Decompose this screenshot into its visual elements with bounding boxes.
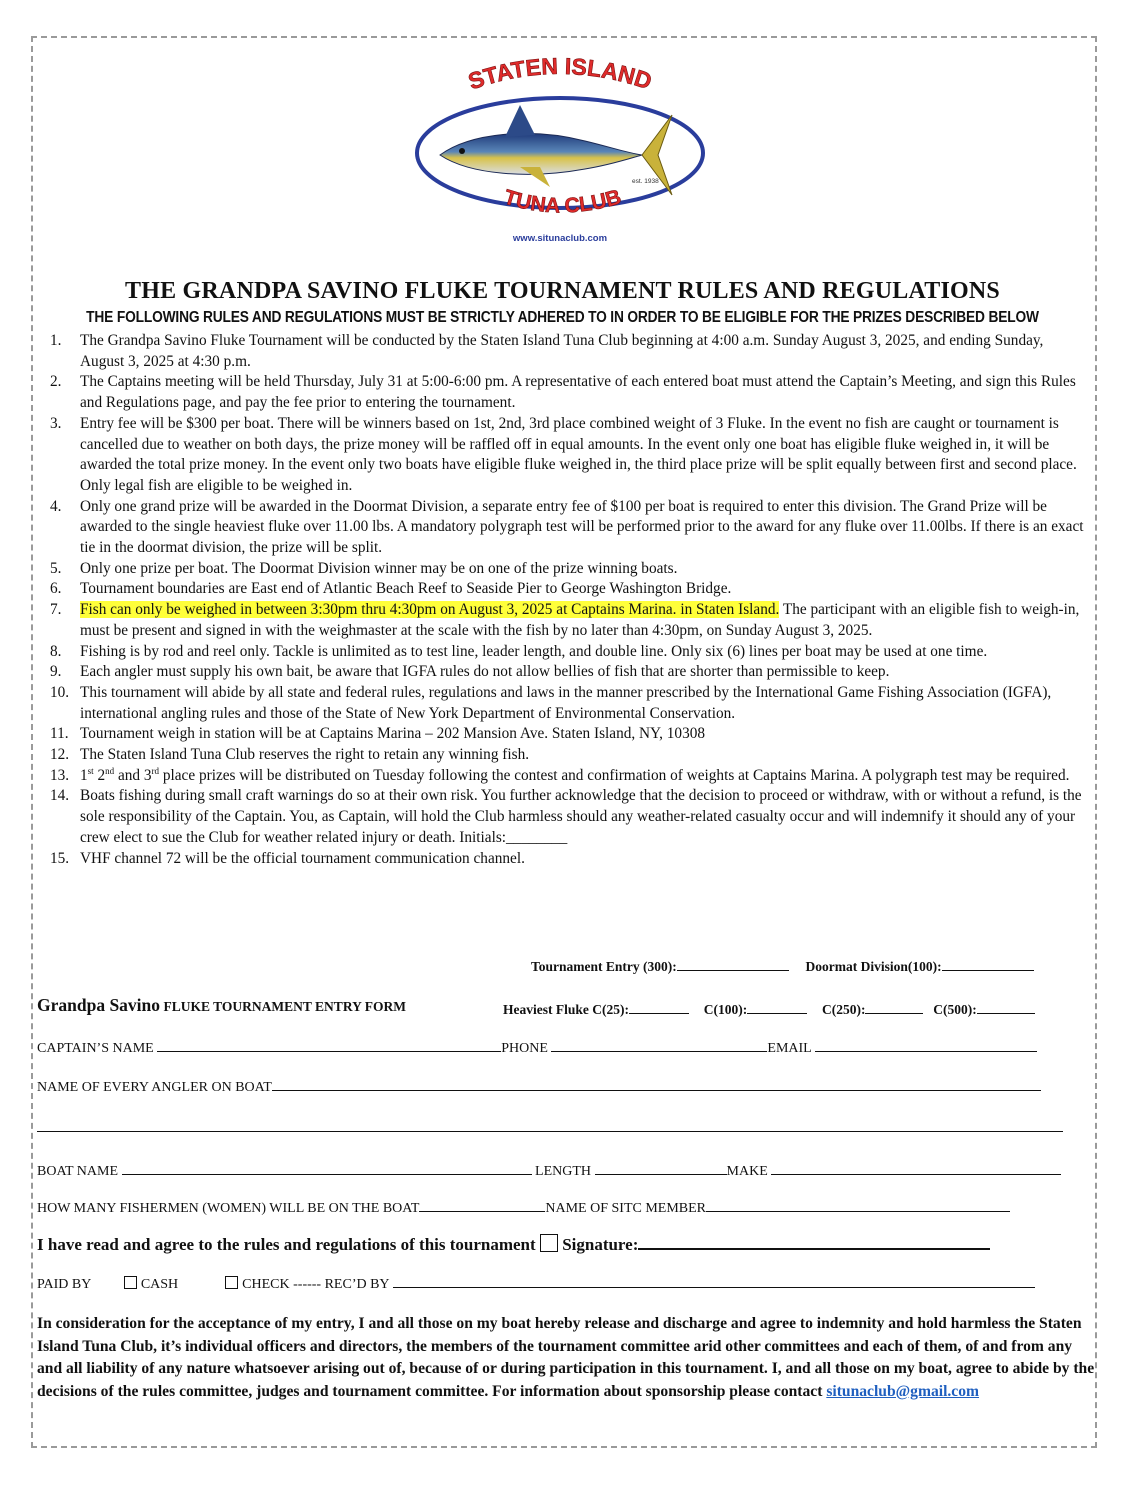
how-many-label: HOW MANY FISHERMEN (WOMEN) WILL BE ON THE BOAT bbox=[37, 1201, 420, 1216]
staten-island-tuna-club-logo bbox=[410, 55, 710, 245]
rule-number: 13. bbox=[50, 766, 70, 784]
rule-text: 2 bbox=[93, 766, 106, 784]
rule-text: Tournament weigh in station will be at Captains Marina – 202 Mansion Ave. Staten Island, NY, 10308 bbox=[80, 725, 706, 743]
release-paragraph bbox=[37, 1313, 1097, 1403]
doormat-division-field[interactable] bbox=[942, 956, 1034, 971]
page-subtitle: THE FOLLOWING RULES AND REGULATIONS MUST BE STRICTLY ADHERED TO IN ORDER TO BE ELIGIBLE FOR THE PRIZES DESCRIBED BELOW bbox=[86, 309, 1039, 326]
ordinal-suffix: rd bbox=[151, 765, 160, 776]
rule-text: 1 bbox=[80, 766, 88, 784]
sitc-member-field[interactable] bbox=[706, 1197, 1010, 1212]
ordinal-suffix: st bbox=[87, 765, 94, 776]
rule-item bbox=[46, 579, 1086, 600]
rule-text: place prizes will be distributed on Tuesday following the contest and confirmation of weights at Captains Marina. A polygraph test may be required. bbox=[159, 766, 1070, 784]
rule-item bbox=[46, 662, 1086, 683]
rule-item bbox=[46, 766, 1086, 787]
phone-label: PHONE bbox=[501, 1041, 548, 1056]
rule-number: 6. bbox=[50, 580, 62, 598]
payment-row bbox=[37, 1273, 1035, 1293]
rule-number: 4. bbox=[50, 497, 62, 515]
rule-item bbox=[46, 497, 1086, 559]
agreement-row bbox=[37, 1231, 990, 1255]
boat-name-label: BOAT NAME bbox=[37, 1164, 119, 1179]
email-field[interactable] bbox=[815, 1037, 1037, 1052]
rule-text: Entry fee will be $300 per boat. There will be winners based on 1st, 2nd, 3rd place combined weight of 3 Fluke. In the event no fish are caught or tournament is cancelled due to weather on both days, the prize money will be raffled off in equal amounts. In the event only one boat has eligible fluke weighed in, it will be awarded the total prize money. In the event only two boats have eligible fluke weighed in, the third place prize will be split equally between first and second place. Only legal fish are eligible to be weighed in. bbox=[80, 414, 1077, 494]
rule-number: 7. bbox=[50, 601, 62, 619]
highlighted-weigh-in-text: Fish can only be weighed in between 3:30pm thru 4:30pm on August 3, 2025 at Captains Marina. in Staten Island. bbox=[80, 601, 780, 619]
rule-item bbox=[46, 642, 1086, 663]
rule-number: 12. bbox=[50, 746, 70, 764]
captain-row bbox=[37, 1037, 1037, 1057]
form-title-text: FLUKE TOURNAMENT ENTRY FORM bbox=[163, 999, 406, 1014]
rule-number: 9. bbox=[50, 663, 62, 681]
anglers-extra-line[interactable] bbox=[37, 1131, 1063, 1132]
rule-text: and 3 bbox=[114, 766, 152, 784]
rule-number: 8. bbox=[50, 642, 62, 660]
rule-number: 1. bbox=[50, 332, 62, 349]
rule-text: Only one prize per boat. The Doormat Division winner may be on one of the prize winning boats. bbox=[80, 559, 678, 577]
entry-fee-row bbox=[531, 956, 1034, 975]
rule-item bbox=[46, 849, 1086, 870]
cash-label: CASH bbox=[140, 1277, 179, 1292]
rule-text: The Staten Island Tuna Club reserves the right to retain any winning fish. bbox=[80, 746, 530, 764]
sitc-member-label: NAME OF SITC MEMBER bbox=[545, 1201, 707, 1216]
recd-by-field[interactable] bbox=[393, 1273, 1035, 1288]
rule-number: 10. bbox=[50, 683, 70, 701]
release-text: In consideration for the acceptance of my entry, I and all those on my boat hereby release and discharge and agree to indemnity and hold harmless the Staten Island Tuna Club, it’s individual officers and directors, the members of the tournament committee arid other committees and each of them, of and from any and all liability of any nature whatsoever arising out of, because of or during participation in this tournament. I, and all those on my boat, agree to abide by the decisions of the rules committee, judges and tournament committee. For information about sponsorship please contact bbox=[37, 1315, 1095, 1400]
logo-url: www.situnaclub.com bbox=[512, 233, 608, 244]
paid-by-label: PAID BY bbox=[37, 1277, 91, 1292]
anglers-label: NAME OF EVERY ANGLER ON BOAT bbox=[37, 1080, 272, 1095]
rule-number: 3. bbox=[50, 414, 62, 432]
how-many-field[interactable] bbox=[419, 1197, 545, 1212]
c500-label: C(500): bbox=[933, 1002, 977, 1017]
tournament-entry-field[interactable] bbox=[677, 956, 789, 971]
rule-text: Only one grand prize will be awarded in the Doormat Division, a separate entry fee of $100 per boat is required to enter this division. The Grand Prize will be awarded to the single heaviest fluke over 11.00 lbs. A mandatory polygraph test will be performed prior to the award for any fluke over 11.00lbs. If there is an exact tie in the doormat division, the prize will be split. bbox=[80, 497, 1084, 557]
captain-name-label: CAPTAIN’S NAME bbox=[37, 1041, 154, 1056]
form-title-row bbox=[37, 995, 406, 1016]
c500-field[interactable] bbox=[977, 999, 1035, 1014]
rule-item bbox=[46, 786, 1086, 848]
heaviest-fluke-row bbox=[503, 999, 1035, 1018]
captain-name-field[interactable] bbox=[157, 1037, 501, 1052]
length-field[interactable] bbox=[595, 1160, 727, 1175]
c250-field[interactable] bbox=[865, 999, 923, 1014]
rule-text: Fishing is by rod and reel only. Tackle is unlimited as to test line, leader length, and double line. Only six (6) lines per boat may be used at one time. bbox=[80, 642, 988, 660]
make-field[interactable] bbox=[771, 1160, 1061, 1175]
rule-text: Each angler must supply his own bait, be aware that IGFA rules do not allow bellies of fish that are shorter than permissible to keep. bbox=[80, 663, 890, 681]
contact-email-link[interactable]: situnaclub@gmail.com bbox=[826, 1382, 980, 1400]
rule-text: Boats fishing during small craft warnings do so at their own risk. You further acknowledge that the decision to proceed or withdraw, with or without a refund, is the sole responsibility of the Captain. You, as Captain, will hold the Club harmless should any weather-related casualty occur and will indemnify it should any of your crew elect to sue the Club for weather related injury or death. Initials:________ bbox=[80, 787, 1082, 846]
rule-text: This tournament will abide by all state and federal rules, regulations and laws in the manner prescribed by the International Game Fishing Association (IGFA), international angling rules and those of the State of New York Department of Environmental Conservation. bbox=[80, 683, 1052, 722]
boat-name-field[interactable] bbox=[122, 1160, 532, 1175]
rule-item bbox=[46, 559, 1086, 580]
logo-est-text: est. 1938 bbox=[632, 178, 659, 185]
email-label: EMAIL bbox=[767, 1041, 812, 1056]
rule-item bbox=[46, 745, 1086, 766]
rule-item bbox=[46, 372, 1086, 413]
anglers-field[interactable] bbox=[272, 1076, 1041, 1091]
rule-number: 14. bbox=[50, 787, 70, 805]
fishermen-row bbox=[37, 1197, 1010, 1217]
rule-number: 15. bbox=[50, 849, 70, 867]
make-label: MAKE bbox=[726, 1164, 768, 1179]
c100-label: C(100): bbox=[703, 1002, 748, 1017]
rule-number: 5. bbox=[50, 559, 62, 577]
heaviest-fluke-label: Heaviest Fluke C(25): bbox=[503, 1002, 629, 1017]
ordinal-suffix: nd bbox=[105, 765, 115, 776]
signature-label: Signature: bbox=[562, 1235, 639, 1254]
rule-item bbox=[46, 600, 1086, 641]
rule-text: VHF channel 72 will be the official tournament communication channel. bbox=[80, 849, 525, 867]
logo-top-text: STATEN ISLAND bbox=[464, 55, 656, 95]
rule-text: The Grandpa Savino Fluke Tournament will be conducted by the Staten Island Tuna Club beginning at 4:00 a.m. Sunday August 3, 2025, and ending Sunday, August 3, 2025 at 4:30 p.m. bbox=[80, 332, 1044, 370]
rule-text: The Captains meeting will be held Thursday, July 31 at 5:00-6:00 pm. A representative of each entered boat must attend the Captain’s Meeting, and sign this Rules and Regulations page, and pay the fee prior to entering the tournament. bbox=[80, 373, 1076, 412]
c100-field[interactable] bbox=[747, 999, 807, 1014]
rule-item bbox=[46, 724, 1086, 745]
signature-field[interactable] bbox=[638, 1231, 990, 1250]
boat-row bbox=[37, 1160, 1061, 1180]
check-recd-by-label: CHECK ------ REC’D BY bbox=[242, 1277, 390, 1292]
c25-field[interactable] bbox=[629, 999, 689, 1014]
rule-item bbox=[46, 331, 1086, 372]
anglers-row bbox=[37, 1076, 1041, 1096]
doormat-division-label: Doormat Division(100): bbox=[805, 959, 942, 974]
length-label: LENGTH bbox=[535, 1164, 592, 1179]
logo-bottom-text: TUNA CLUB bbox=[501, 185, 624, 218]
check-checkbox[interactable] bbox=[225, 1276, 238, 1289]
rule-number: 2. bbox=[50, 373, 62, 391]
rule-text: The participant with an eligible fish to weigh-in, must be present and signed in with the weighmaster at the scale with the fish by no later than 4:30pm, on Sunday August 3, 2025. bbox=[80, 601, 1080, 639]
rule-item bbox=[46, 414, 1086, 497]
agreement-text: I have read and agree to the rules and regulations of this tournament bbox=[37, 1235, 536, 1254]
page-title: THE GRANDPA SAVINO FLUKE TOURNAMENT RULES AND REGULATIONS bbox=[125, 278, 1000, 304]
rule-item bbox=[46, 683, 1086, 724]
c250-label: C(250): bbox=[821, 1002, 866, 1017]
form-title-name: Grandpa Savino bbox=[37, 995, 161, 1015]
rule-number: 11. bbox=[50, 725, 69, 743]
agree-checkbox[interactable] bbox=[540, 1234, 558, 1252]
tournament-entry-label: Tournament Entry (300): bbox=[531, 959, 677, 974]
rules-list bbox=[46, 331, 1086, 869]
rule-text: Tournament boundaries are East end of Atlantic Beach Reef to Seaside Pier to George Washington Bridge. bbox=[80, 580, 732, 598]
cash-checkbox[interactable] bbox=[124, 1276, 137, 1289]
phone-field[interactable] bbox=[551, 1037, 767, 1052]
